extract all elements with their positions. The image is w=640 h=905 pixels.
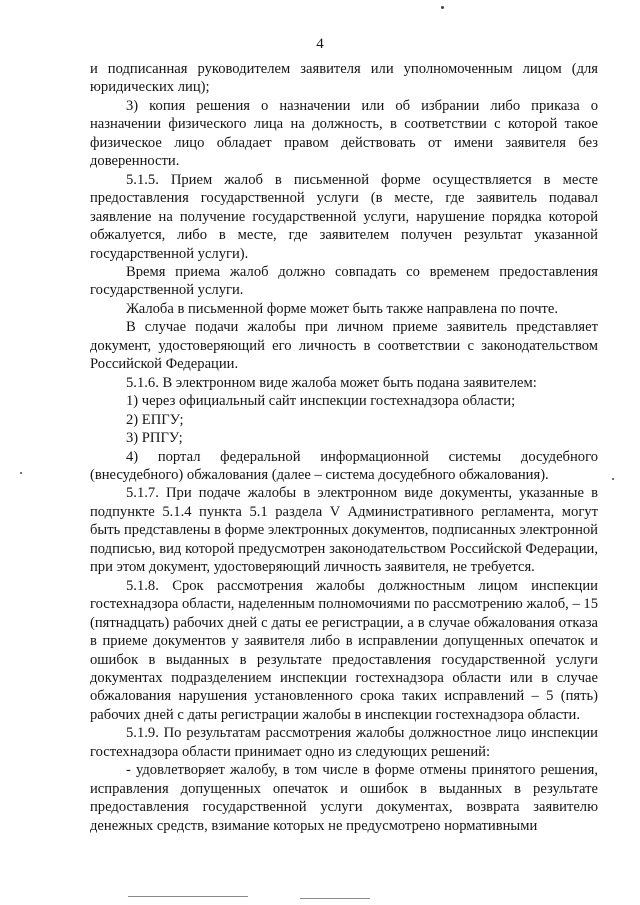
scan-edge-line (300, 898, 370, 899)
paragraph: 5.1.9. По результатам рассмотрения жалобы должностное лицо инспекции гостехнадзора области принимает одно из следующих решений: (90, 725, 598, 760)
paragraph: В случае подачи жалобы при личном приеме заявитель представляет документ, удостоверяющий его личность в соответствии с законодательством Российской Федерации. (90, 319, 598, 373)
page-number: 4 (316, 36, 324, 52)
list-item: 3) РПГУ; (126, 430, 183, 447)
paragraph: - удовлетворяет жалобу, в том числе в форме отмены принятого решения, исправления допущенных опечаток и ошибок в выданных в результате предоставления государственной услуги документах, возврата заявителю денежных средств, взимание которых не предусмотрено нормативными (90, 762, 598, 834)
paragraph: Время приема жалоб должно совпадать со временем предоставления государственной услуги. (90, 263, 598, 299)
scan-speck (20, 472, 22, 474)
scan-speck (612, 478, 614, 480)
document-body (90, 60, 598, 835)
paragraph: 5.1.8. Срок рассмотрения жалобы должностным лицом инспекции гостехнадзора области, наделенным полномочиями по рассмотрению жалоб, – 15 (пятнадцать) рабочих дней с даты ее регистрации, а в случае обжалования отказа в приеме документов у заявителя либо в исправлении допущенных опечаток и ошибок в выданных в результате предоставления государственной услуги документах подразделением инспекции гостехнадзора области или в случае обжалования нарушения установленного срока таких исправлений – 5 (пять) рабочих дней с даты регистрации жалобы в инспекции гостехнадзора области. (90, 577, 598, 723)
list-item: 1) через официальный сайт инспекции гостехнадзора области; (126, 393, 516, 410)
paragraph: 5.1.5. Прием жалоб в письменной форме осуществляется в месте предоставления государственной услуги (в месте, где заявитель подавал заявление на получение государственной услуги, нарушение порядка которой обжалуется, либо в месте, где заявителем получен результат указанной государственной услуги). (90, 171, 598, 262)
paragraph: 3) копия решения о назначении или об избрании либо приказа о назначении физического лица на должность, в соответствии с которой такое физическое лицо обладает правом действовать от имени заявителя без доверенности. (90, 97, 598, 170)
scan-edge-line (128, 896, 248, 897)
paragraph: Жалоба в письменной форме может быть также направлена по почте. (126, 300, 559, 317)
paragraph: и подписанная руководителем заявителя или уполномоченным лицом (для юридических лиц); (90, 61, 598, 96)
paragraph: 5.1.6. В электронном виде жалоба может быть подана заявителем: (126, 374, 537, 391)
paragraph: 5.1.7. При подаче жалобы в электронном виде документы, указанные в подпункте 5.1.4 пункта 5.1 раздела V Административного регламента, могут быть представлены в форме электронных документов, подписанных электронной подписью, вид которой предусмотрен законодательством Российской Федерации, при этом документ, удостоверяющий личность заявителя, не требуется. (90, 485, 598, 576)
list-item: 2) ЕПГУ; (126, 411, 184, 428)
scan-speck (441, 6, 444, 9)
list-item: 4) портал федеральной информационной системы досудебного (внесудебного) обжалования (далее – система досудебного обжалования). (90, 448, 598, 483)
